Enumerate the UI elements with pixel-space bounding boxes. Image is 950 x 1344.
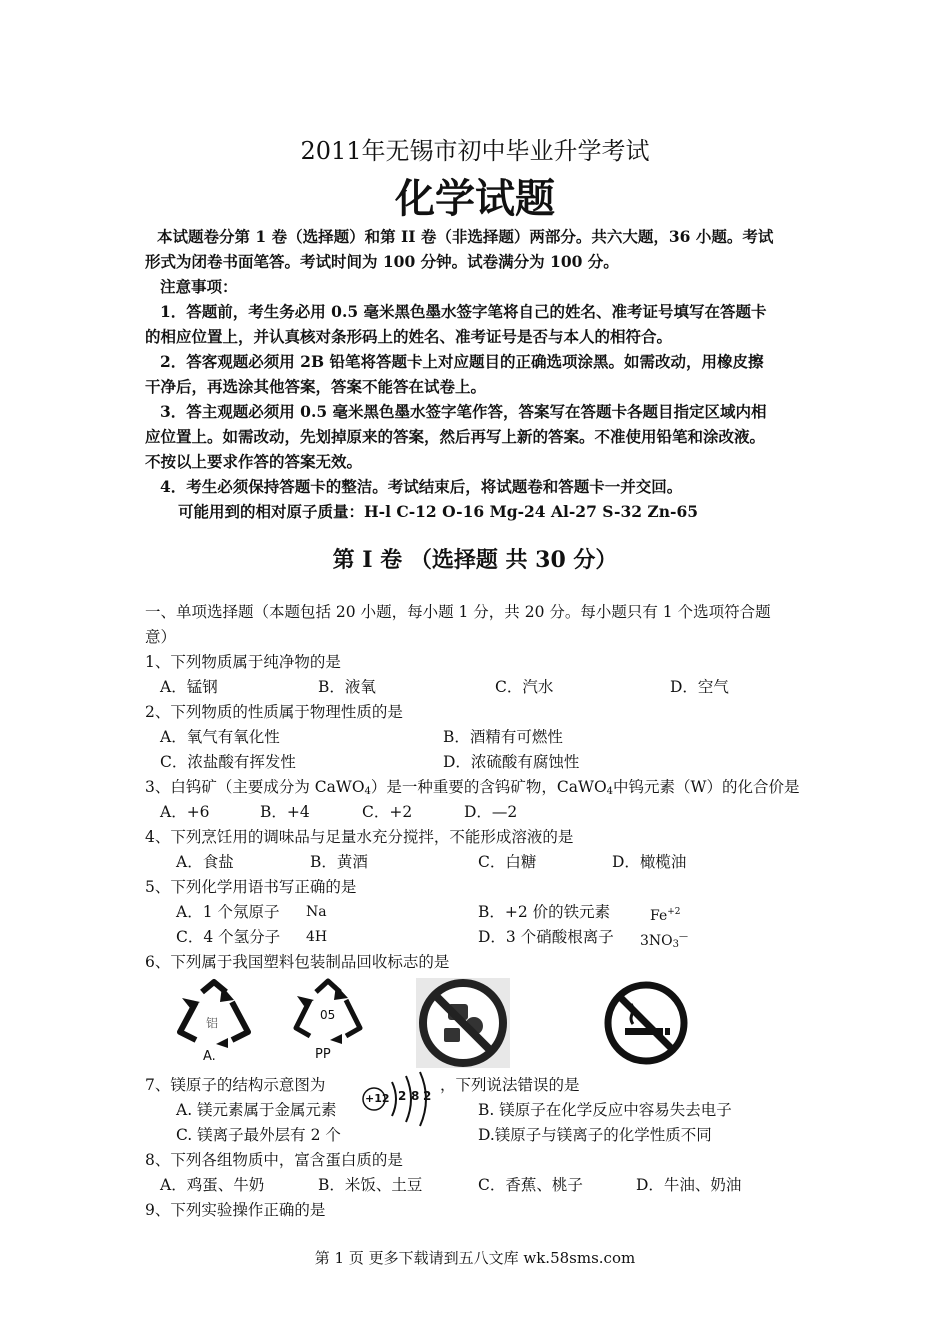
q5-option-a-value: Na bbox=[306, 904, 327, 920]
part1-line-1: 一、单项选择题（本题包括 20 小题，每小题 1 分，共 20 分。每小题只有 1 个选项符合题 bbox=[145, 603, 771, 621]
q5-option-d: D．3 个硝酸根离子 bbox=[478, 928, 614, 946]
q5-option-c-value: 4H bbox=[306, 929, 328, 945]
recycle-aluminum-label: A. bbox=[203, 1049, 216, 1064]
q2-option-b: B．酒精有可燃性 bbox=[443, 728, 563, 746]
q1-option-b: B．液氧 bbox=[318, 678, 376, 696]
atom-nucleus-charge: +12 bbox=[365, 1092, 390, 1105]
q7-option-a: A. 镁元素属于金属元素 bbox=[176, 1101, 337, 1119]
q2-option-d: D．浓硫酸有腐蚀性 bbox=[443, 753, 580, 771]
q3-option-d: D．—2 bbox=[464, 803, 518, 821]
section-title: 第 I 卷 （选择题 共 30 分） bbox=[332, 547, 618, 573]
page-footer: 第 1 页 更多下载请到五八文库 wk.58sms.com bbox=[314, 1249, 636, 1267]
q3-subscript-2: 4 bbox=[606, 786, 614, 797]
note-1b: 的相应位置上，并认真核对条形码上的姓名、准考证号是否与本人的相符合。 bbox=[145, 327, 673, 346]
atom-shell-2: 8 bbox=[411, 1089, 420, 1103]
q7-option-c: C. 镁离子最外层有 2 个 bbox=[176, 1126, 341, 1144]
q5-fe-symbol: Fe bbox=[650, 908, 668, 924]
q4-option-d: D．橄榄油 bbox=[612, 853, 687, 871]
q5-nitrate-charge: — bbox=[679, 932, 689, 942]
recycle-aluminum-text: 铝 bbox=[206, 1016, 219, 1030]
q5-option-b-value bbox=[650, 901, 681, 927]
no-smoking-icon bbox=[603, 980, 689, 1066]
atom-shell-3: 2 bbox=[423, 1089, 432, 1103]
q5-option-b: B．+2 价的铁元素 bbox=[478, 903, 611, 921]
q5-nitrate-symbol: 3NO bbox=[640, 933, 673, 949]
q7-stem-b: ，下列说法错误的是 bbox=[440, 1076, 580, 1094]
note-3c: 不按以上要求作答的答案无效。 bbox=[145, 452, 363, 471]
q1-option-d: D．空气 bbox=[670, 678, 729, 696]
recycle-pp-number: 05 bbox=[320, 1008, 336, 1022]
q5-stem: 5、下列化学用语书写正确的是 bbox=[145, 878, 357, 896]
q8-option-b: B．米饭、土豆 bbox=[318, 1176, 423, 1194]
q2-stem: 2、下列物质的性质属于物理性质的是 bbox=[145, 703, 403, 721]
atom-shell-1: 2 bbox=[398, 1089, 407, 1103]
q3-option-c: C．+2 bbox=[362, 803, 413, 821]
q4-option-c: C．白糖 bbox=[478, 853, 537, 871]
q7-stem-a: 7、镁原子的结构示意图为 bbox=[145, 1076, 326, 1094]
q4-option-a: A．食盐 bbox=[176, 853, 234, 871]
q6-stem: 6、下列属于我国塑料包装制品回收标志的是 bbox=[145, 953, 450, 971]
note-2a: 2．答客观题必须用 2B 铅笔将答题卡上对应题目的正确选项涂黑。如需改动，用橡皮擦 bbox=[160, 352, 764, 371]
notes-heading: 注意事项： bbox=[160, 277, 238, 296]
q5-option-c: C．4 个氢分子 bbox=[176, 928, 281, 946]
q8-option-a: A．鸡蛋、牛奶 bbox=[160, 1176, 265, 1194]
recycle-pp-label: PP bbox=[315, 1047, 331, 1062]
q7-option-b: B. 镁原子在化学反应中容易失去电子 bbox=[478, 1101, 732, 1119]
note-2b: 干净后，再选涂其他答案，答案不能答在试卷上。 bbox=[145, 377, 487, 396]
part1-line-2: 意） bbox=[145, 628, 177, 646]
subject-title: 化学试题 bbox=[395, 175, 555, 222]
q1-option-a: A．锰钢 bbox=[160, 678, 218, 696]
no-littering-icon bbox=[416, 978, 510, 1068]
q3-stem-b: ）是一种重要的含钨矿物，CaWO bbox=[370, 778, 607, 796]
q9-stem: 9、下列实验操作正确的是 bbox=[145, 1201, 326, 1219]
q4-stem: 4、下列烹饪用的调味品与足量水充分搅拌，不能形成溶液的是 bbox=[145, 828, 574, 846]
q3-stem-a: 3、白钨矿（主要成分为 CaWO bbox=[145, 778, 365, 796]
q1-option-c: C．汽水 bbox=[495, 678, 554, 696]
q3-stem bbox=[145, 776, 799, 803]
note-1a: 1．答题前，考生务必用 0.5 毫米黑色墨水签字笔将自己的姓名、准考证号填写在答题卡 bbox=[160, 302, 767, 321]
note-3a: 3．答主观题必须用 0.5 毫米黑色墨水签字笔作答，答案写在答题卡各题目指定区域内相 bbox=[160, 402, 767, 421]
q3-stem-c: 中钨元素（W）的化合价是 bbox=[613, 778, 800, 796]
q4-option-b: B．黄酒 bbox=[310, 853, 368, 871]
q5-nitrate-subscript: 3 bbox=[672, 939, 680, 950]
atomic-mass: 可能用到的相对原子质量：H-l C-12 O-16 Mg-24 Al-27 S-32 Zn-65 bbox=[178, 502, 699, 521]
q8-option-d: D．牛油、奶油 bbox=[636, 1176, 742, 1194]
intro-line-1: 本试题卷分第 1 卷（选择题）和第 II 卷（非选择题）两部分。共六大题，36 小题。考试 bbox=[157, 227, 774, 246]
q5-fe-charge: +2 bbox=[667, 907, 681, 917]
q3-subscript-1: 4 bbox=[364, 786, 371, 797]
q3-option-a: A．+6 bbox=[160, 803, 210, 821]
q1-stem: 1、下列物质属于纯净物的是 bbox=[145, 653, 341, 671]
q8-option-c: C．香蕉、桃子 bbox=[478, 1176, 583, 1194]
intro-line-2: 形式为闭卷书面笔答。考试时间为 100 分钟。试卷满分为 100 分。 bbox=[145, 252, 619, 271]
q7-option-d: D.镁原子与镁离子的化学性质不同 bbox=[478, 1126, 712, 1144]
note-4: 4．考生必须保持答题卡的整洁。考试结束后，将试题卷和答题卡一并交回。 bbox=[160, 477, 683, 496]
q5-option-d-value bbox=[640, 926, 688, 956]
q2-option-a: A．氧气有氧化性 bbox=[160, 728, 280, 746]
q2-option-c: C．浓盐酸有挥发性 bbox=[160, 753, 296, 771]
q8-stem: 8、下列各组物质中，富含蛋白质的是 bbox=[145, 1151, 403, 1169]
exam-title: 2011年无锡市初中毕业升学考试 bbox=[300, 137, 650, 165]
q5-option-a: A．1 个氖原子 bbox=[176, 903, 280, 921]
q3-option-b: B．+4 bbox=[260, 803, 310, 821]
note-3b: 应位置上。如需改动，先划掉原来的答案，然后再写上新的答案。不准使用铅笔和涂改液。 bbox=[145, 427, 766, 446]
